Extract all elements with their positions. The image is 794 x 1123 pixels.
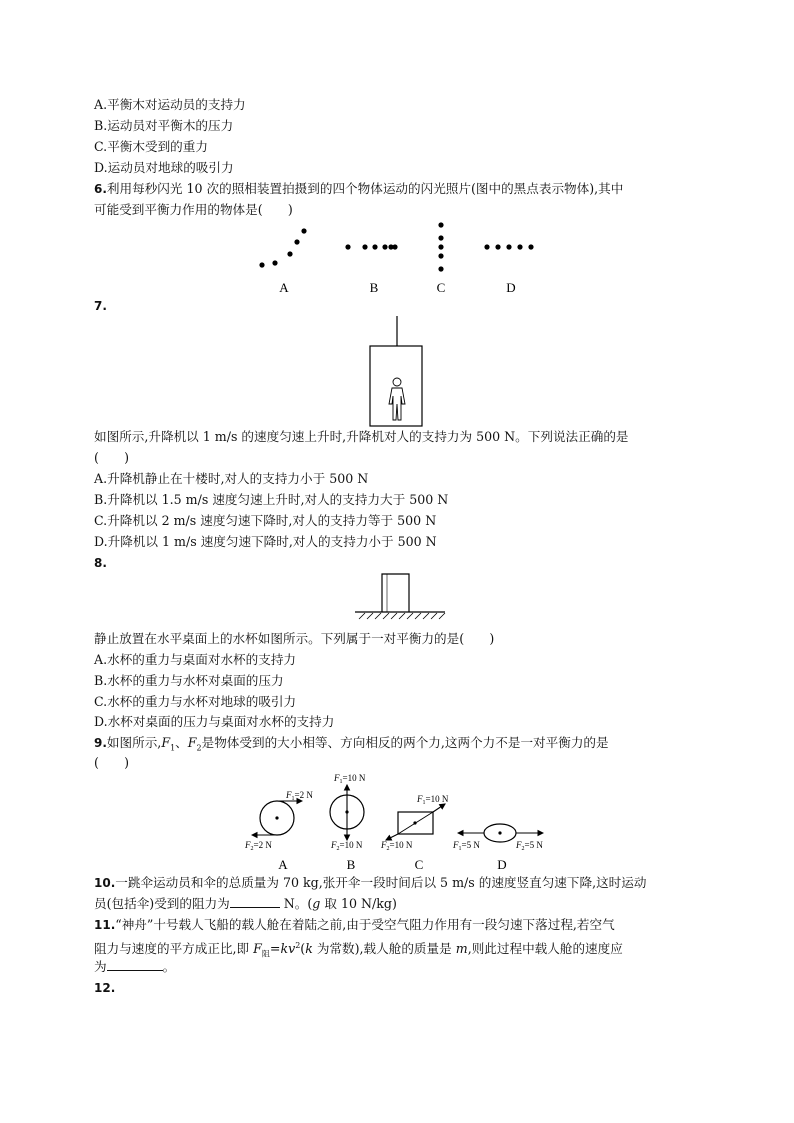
person-icon <box>389 378 405 420</box>
q9-label-c: C <box>414 857 424 872</box>
q9-label-a: A <box>278 857 288 872</box>
q5-option-a: A.平衡木对运动员的支持力 <box>94 97 246 112</box>
svg-text:F1=2 N: $F_1=2$ N <box>286 790 313 802</box>
q8-option-d: D.水杯对桌面的压力与桌面对水杯的支持力 <box>94 714 335 729</box>
q12-number: 12. <box>94 981 116 995</box>
q8-option-b: B.水杯的重力与水杯对桌面的压力 <box>94 673 284 688</box>
q8-stem: 静止放置在水平桌面上的水杯如图所示。下列属于一对平衡力的是( ) <box>94 631 495 646</box>
q6-dots-c <box>438 222 443 271</box>
q6-number: 6. <box>94 182 107 196</box>
q11-stem-line3: 为 。 <box>94 959 176 974</box>
q5-option-b: B.运动员对平衡木的压力 <box>94 118 234 133</box>
q7-option-c: C.升降机以 2 m/s 速度匀速下降时,对人的支持力等于 500 N <box>94 513 437 528</box>
q8-number: 8. <box>94 556 107 570</box>
q7-option-d: D.升降机以 1 m/s 速度匀速下降时,对人的支持力小于 500 N <box>94 534 437 549</box>
q10-answer-blank[interactable] <box>230 897 280 908</box>
q7-option-a: A.升降机静止在十楼时,对人的支持力小于 500 N <box>94 471 369 486</box>
q8-cup-on-table-figure <box>355 572 445 627</box>
q9-label-b: B <box>346 857 356 872</box>
q9-diagram-b <box>330 773 366 852</box>
q6-dots-d <box>484 244 533 249</box>
q11-stem-line1: 11.“神舟”十号载人飞船的载人舱在着陆之前,由于受空气阻力作用有一段匀速下落过程,若空气 <box>94 917 615 932</box>
q6-label-b: B <box>369 280 379 295</box>
q6-dots-a <box>259 228 306 267</box>
svg-text:F2=2 N: $F_2=2$ N <box>245 840 272 852</box>
q11-answer-blank[interactable] <box>107 960 163 971</box>
q5-option-c: C.平衡木受到的重力 <box>94 139 208 154</box>
q9-force-diagram-figure <box>240 770 560 878</box>
q7-paren: ( ) <box>94 450 130 465</box>
q9-stem: 9.如图所示$,F_1$、$F_2$是物体受到的大小相等、方向相反的两个力,这两个力不是一对平衡力的是 <box>94 735 609 753</box>
q7-stem: 如图所示,升降机以 1 m/s 的速度匀速上升时,升降机对人的支持力为 500 N。下列说法正确的是 <box>94 429 629 444</box>
q8-option-a: A.水杯的重力与桌面对水杯的支持力 <box>94 652 297 667</box>
svg-text:F1=10 N: $F_1=10$ N <box>417 794 449 806</box>
q11-stem-line2: 阻力与速度的平方成正比,即 $F_阻=kv^2(k$ 为常数),载人舱的质量是 m,则此过程中载人舱的速度应 <box>94 941 623 959</box>
q9-diagram-c <box>380 794 449 852</box>
q7-number: 7. <box>94 299 107 313</box>
q9-diagram-a <box>244 790 313 852</box>
q5-option-d: D.运动员对地球的吸引力 <box>94 160 234 175</box>
q8-option-c: C.水杯的重力与水杯对地球的吸引力 <box>94 694 297 709</box>
q6-stem-line2: 可能受到平衡力作用的物体是( ) <box>94 202 293 217</box>
svg-text:F2=5 N: $F_2=5$ N <box>516 840 543 852</box>
q6-dots-b <box>345 244 397 249</box>
svg-text:F1=5 N: $F_1=5$ N <box>453 840 480 852</box>
q9-label-d: D <box>497 857 507 872</box>
q6-label-a: A <box>279 280 289 295</box>
q9-diagram-d <box>452 824 543 852</box>
q10-stem-line2: 员(包括伞)受到的阻力为 N。(g 取 10 N/kg) <box>94 896 397 911</box>
q9-paren: ( ) <box>94 755 130 770</box>
q6-stem-line1: 6.利用每秒闪光 10 次的照相装置拍摄到的四个物体运动的闪光照片(图中的黑点表示物体),其中 <box>94 181 624 196</box>
svg-text:F1=10 N: $F_1=10$ N <box>334 773 366 785</box>
svg-text:F2=10 N: $F_2=10$ N <box>331 840 363 852</box>
q7-elevator-figure <box>368 316 424 431</box>
q6-label-c: C <box>436 280 446 295</box>
svg-text:F2=10 N: $F_2=10$ N <box>381 840 413 852</box>
q6-flash-photo-figure <box>250 222 550 303</box>
q10-stem-line1: 10.一跳伞运动员和伞的总质量为 70 kg,张开伞一段时间后以 5 m/s 的速度竖直匀速下降,这时运动 <box>94 875 647 890</box>
q6-label-d: D <box>506 280 516 295</box>
q7-option-b: B.升降机以 1.5 m/s 速度匀速上升时,对人的支持力大于 500 N <box>94 492 449 507</box>
